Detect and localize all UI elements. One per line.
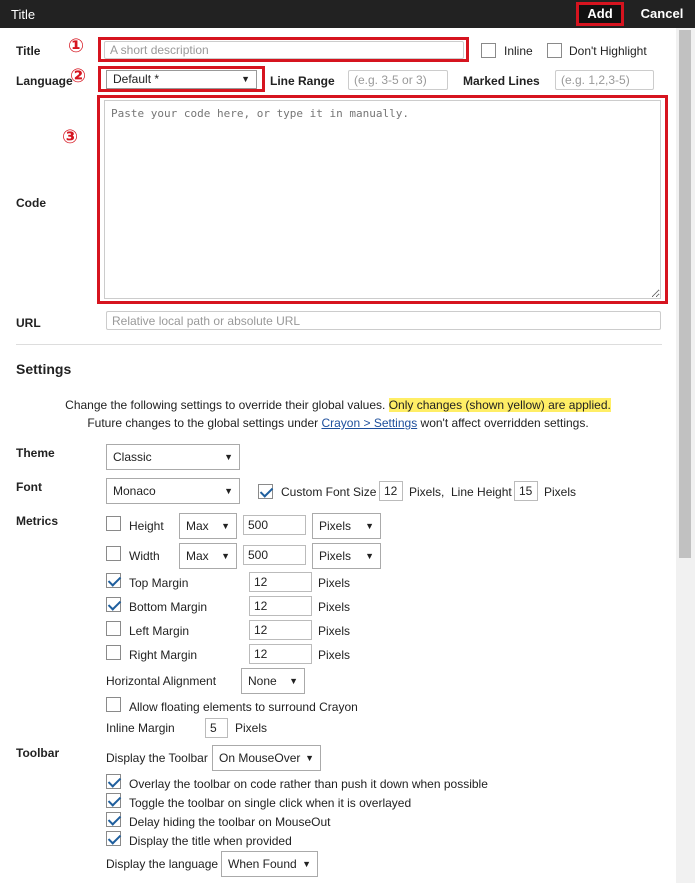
line-height-input[interactable]: 15 [514, 481, 538, 501]
height-unit-value: Pixels [319, 519, 352, 533]
delay-hiding-label: Delay hiding the toolbar on MouseOut [129, 815, 331, 829]
line-height-label: Line Height [451, 485, 512, 499]
font-select[interactable] [106, 478, 240, 504]
chevron-down-icon: ▼ [365, 521, 374, 531]
display-toolbar-value: On MouseOver [219, 751, 301, 765]
width-input[interactable]: 500 [243, 545, 306, 565]
font-select-value: Monaco [113, 484, 156, 498]
theme-select[interactable] [106, 444, 240, 470]
height-mode-select[interactable] [179, 513, 237, 539]
top-margin-unit: Pixels [318, 576, 351, 590]
overlay-toolbar-label: Overlay the toolbar on code rather than push it down when possible [129, 777, 488, 791]
display-title-checkbox[interactable] [106, 831, 121, 846]
overlay-toolbar-checkbox[interactable] [106, 774, 121, 789]
metrics-label: Metrics [16, 514, 59, 528]
right-margin-checkbox[interactable] [106, 645, 121, 660]
top-margin-label: Top Margin [129, 576, 189, 590]
scrollbar-thumb[interactable] [679, 30, 691, 558]
height-unit-select[interactable] [312, 513, 381, 539]
inline-margin-label: Inline Margin [106, 721, 175, 735]
add-button[interactable]: Add [576, 2, 624, 26]
horizontal-alignment-value: None [248, 674, 277, 688]
display-title-label: Display the title when provided [129, 834, 292, 848]
line-range-label: Line Range [270, 74, 335, 88]
font-label: Font [16, 480, 42, 494]
inline-label: Inline [504, 44, 533, 58]
divider [16, 344, 662, 345]
chevron-down-icon: ▼ [302, 859, 311, 869]
chevron-down-icon: ▼ [221, 551, 230, 561]
font-size-input[interactable]: 12 [379, 481, 403, 501]
display-language-select[interactable] [221, 851, 318, 877]
bottom-margin-input[interactable]: 12 [249, 596, 312, 616]
inline-checkbox[interactable] [481, 43, 496, 58]
inline-margin-input[interactable]: 5 [205, 718, 228, 738]
left-margin-label: Left Margin [129, 624, 190, 638]
display-language-label: Display the language [106, 857, 219, 871]
height-checkbox[interactable] [106, 516, 121, 531]
width-checkbox[interactable] [106, 546, 121, 561]
settings-note-2-suffix: won't affect overridden settings. [417, 416, 589, 430]
line-range-input[interactable] [348, 70, 448, 90]
dialog-title: Title [11, 7, 36, 22]
right-margin-unit: Pixels [318, 648, 351, 662]
top-margin-checkbox[interactable] [106, 573, 121, 588]
annotation-badge-2: ② [70, 65, 87, 87]
language-select-value: Default * [113, 72, 160, 86]
top-margin-input[interactable]: 12 [249, 572, 312, 592]
font-size-unit: Pixels, [409, 485, 445, 499]
display-toolbar-label: Display the Toolbar [106, 751, 208, 765]
marked-lines-input[interactable] [555, 70, 654, 90]
height-label: Height [129, 519, 164, 533]
chevron-down-icon: ▼ [224, 486, 233, 496]
settings-heading: Settings [16, 361, 72, 377]
custom-font-size-checkbox[interactable] [258, 484, 273, 499]
horizontal-alignment-label: Horizontal Alignment [106, 674, 217, 688]
left-margin-checkbox[interactable] [106, 621, 121, 636]
right-margin-label: Right Margin [129, 648, 198, 662]
width-mode-value: Max [186, 549, 209, 563]
chevron-down-icon: ▼ [365, 551, 374, 561]
dont-highlight-checkbox[interactable] [547, 43, 562, 58]
url-input[interactable] [106, 311, 661, 330]
height-mode-value: Max [186, 519, 209, 533]
inline-margin-unit: Pixels [235, 721, 268, 735]
allow-floating-label: Allow floating elements to surround Crayon [129, 700, 358, 714]
language-select[interactable] [106, 70, 257, 89]
right-margin-input[interactable]: 12 [249, 644, 312, 664]
height-input[interactable]: 500 [243, 515, 306, 535]
language-label: Language [16, 74, 73, 88]
left-margin-input[interactable]: 12 [249, 620, 312, 640]
chevron-down-icon: ▼ [221, 521, 230, 531]
url-label: URL [16, 316, 41, 330]
settings-note-2 [0, 416, 676, 430]
code-textarea[interactable] [104, 100, 661, 299]
width-mode-select[interactable] [179, 543, 237, 569]
chevron-down-icon: ▼ [224, 452, 233, 462]
annotation-badge-1: ① [68, 35, 85, 57]
marked-lines-label: Marked Lines [463, 74, 540, 88]
bottom-margin-unit: Pixels [318, 600, 351, 614]
toggle-toolbar-label: Toggle the toolbar on single click when it is overlayed [129, 796, 412, 810]
chevron-down-icon: ▼ [289, 676, 298, 686]
crayon-settings-link[interactable]: Crayon > Settings [321, 416, 418, 430]
width-label: Width [129, 549, 160, 563]
custom-font-size-label: Custom Font Size [281, 485, 377, 499]
title-label: Title [16, 44, 41, 58]
line-height-unit: Pixels [544, 485, 577, 499]
settings-note-2-prefix: Future changes to the global settings under [87, 416, 322, 430]
theme-label: Theme [16, 446, 55, 460]
allow-floating-checkbox[interactable] [106, 697, 121, 712]
horizontal-alignment-select[interactable] [241, 668, 305, 694]
annotation-badge-3: ③ [62, 126, 79, 148]
title-input[interactable] [104, 41, 464, 59]
chevron-down-icon: ▼ [305, 753, 314, 763]
settings-note-highlight: Only changes (shown yellow) are applied. [388, 398, 611, 412]
bottom-margin-checkbox[interactable] [106, 597, 121, 612]
left-margin-unit: Pixels [318, 624, 351, 638]
width-unit-select[interactable] [312, 543, 381, 569]
display-toolbar-select[interactable] [212, 745, 321, 771]
delay-hiding-checkbox[interactable] [106, 812, 121, 827]
toggle-toolbar-checkbox[interactable] [106, 793, 121, 808]
width-unit-value: Pixels [319, 549, 352, 563]
settings-note-1-text: Change the following settings to override their global values. [65, 398, 389, 412]
display-language-value: When Found [228, 857, 297, 871]
toolbar-label: Toolbar [16, 746, 60, 760]
bottom-margin-label: Bottom Margin [129, 600, 208, 614]
cancel-button[interactable]: Cancel [640, 6, 684, 21]
code-label: Code [16, 196, 46, 210]
dont-highlight-label: Don't Highlight [569, 44, 647, 58]
settings-note-1 [0, 398, 676, 412]
chevron-down-icon: ▼ [241, 74, 250, 84]
theme-select-value: Classic [113, 450, 152, 464]
